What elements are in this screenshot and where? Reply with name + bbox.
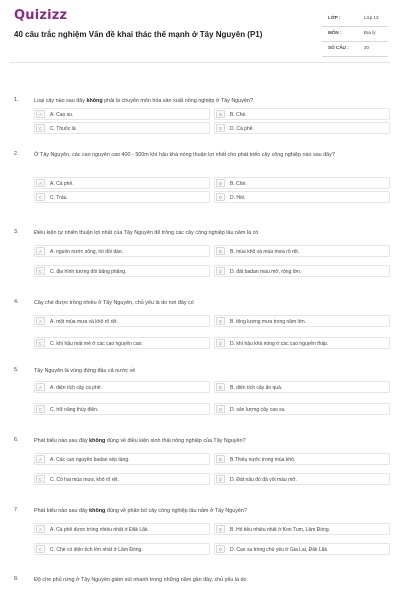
option-text: C. Chè có diện tích lớn nhất ở Lâm Đồng. xyxy=(50,547,143,553)
option-letter-box: B xyxy=(216,110,225,118)
meta-label: MÔN : xyxy=(328,30,342,35)
option-text: C. Trầu. xyxy=(50,195,68,201)
answer-option-d[interactable] xyxy=(214,265,390,277)
option-letter-box: B xyxy=(216,455,225,463)
question-text xyxy=(34,507,384,515)
question-text-part: Điều kiện tự nhiên thuận lợi nhất của Tây Nguyên để trồng các cây công nghiệp lâu năm là có xyxy=(34,230,259,236)
question-number: 2. xyxy=(14,151,19,157)
answer-option-d[interactable] xyxy=(214,337,390,349)
option-letter-box: A xyxy=(36,247,45,255)
option-text: C. Có hai mùa mưa, khô rõ rệt. xyxy=(50,477,119,483)
question-text-part: Phát biểu nào sau đây xyxy=(34,438,90,444)
option-letter-box: D xyxy=(216,193,225,201)
question-text xyxy=(34,576,384,584)
answer-option-c[interactable] xyxy=(34,473,210,485)
answer-option-b[interactable] xyxy=(214,177,390,189)
option-letter-box: D xyxy=(216,405,225,413)
answer-option-d[interactable] xyxy=(214,122,390,134)
meta-row-subject xyxy=(322,27,388,42)
option-letter-box: C xyxy=(36,193,45,201)
question-text-part: phải là chuyên môn hóa sản xuất nông nghiệp ở Tây Nguyên? xyxy=(102,98,253,104)
question-emphasis: không xyxy=(89,508,106,514)
question-text-part: đúng về điều kiện sinh thái nông nghiệp của Tây Nguyên? xyxy=(105,438,246,444)
question-number: 6. xyxy=(14,437,19,443)
option-text: D. Cà phê. xyxy=(230,126,254,132)
meta-label: LỚP : xyxy=(328,15,341,20)
answer-option-d[interactable] xyxy=(214,543,390,555)
answer-option-a[interactable] xyxy=(34,523,210,535)
answer-option-a[interactable] xyxy=(34,177,210,189)
option-letter-box: C xyxy=(36,405,45,413)
question-number: 5. xyxy=(14,367,19,373)
option-text: A. Các cao nguyên badan xếp tầng. xyxy=(50,457,130,463)
option-text: C. khí hậu mát mẻ ở các cao nguyên cao. xyxy=(50,341,143,347)
option-text: D. Cao su trồng chủ yếu ở Gia Lai, Đắk Lắk. xyxy=(230,547,329,553)
answer-option-c[interactable] xyxy=(34,122,210,134)
option-text: A. nguồn nước sông, hồ dồi dào. xyxy=(50,249,124,255)
question-text-part: Độ che phủ rừng ở Tây Nguyên giảm sút nhanh trong những năm gần đây, chủ yếu là do xyxy=(34,577,247,583)
answer-option-b[interactable] xyxy=(214,523,390,535)
answer-option-a[interactable] xyxy=(34,108,210,120)
answer-option-c[interactable] xyxy=(34,191,210,203)
question-number: 7. xyxy=(14,507,19,513)
option-letter-box: A xyxy=(36,525,45,533)
option-letter-box: C xyxy=(36,475,45,483)
option-text: B. mùa khô và mùa mưa rõ rệt. xyxy=(230,249,300,255)
answer-option-b[interactable] xyxy=(214,315,390,327)
answer-option-d[interactable] xyxy=(214,191,390,203)
question-text-part: Cây chè được trồng nhiều ở Tây Nguyên, chủ yếu là do nơi đây có xyxy=(34,300,194,306)
option-text: B.Thiếu nước trong mùa khô. xyxy=(230,457,296,463)
answer-option-c[interactable] xyxy=(34,543,210,555)
question-number: 1. xyxy=(14,97,19,103)
option-letter-box: B xyxy=(216,317,225,325)
option-letter-box: C xyxy=(36,124,45,132)
option-text: A. Cà phê được trồng nhiều nhất ở Đắk Lắk. xyxy=(50,527,149,533)
meta-row-count xyxy=(322,42,388,57)
option-text: D. khí hậu khá nóng ở các cao nguyên thấp. xyxy=(230,341,329,347)
question-number: 8. xyxy=(14,576,19,582)
option-letter-box: D xyxy=(216,475,225,483)
question-text-part: Loại cây nào sau đây xyxy=(34,98,87,104)
option-text: A. Cà phê. xyxy=(50,181,74,187)
header-divider xyxy=(10,62,390,63)
option-text: B. Hồ tiêu nhiều nhất ở Kon Tum, Lâm Đồng. xyxy=(230,527,331,533)
option-letter-box: A xyxy=(36,455,45,463)
question-number: 4. xyxy=(14,299,19,305)
question-text xyxy=(34,299,384,307)
option-letter-box: B xyxy=(216,247,225,255)
question-emphasis: không xyxy=(89,438,106,444)
meta-value: Lớp 12 xyxy=(364,15,379,20)
question-text xyxy=(34,229,384,237)
answer-option-a[interactable] xyxy=(34,245,210,257)
option-text: B. diện tích cây ăn quả. xyxy=(230,385,283,391)
answer-option-c[interactable] xyxy=(34,265,210,277)
question-text-part: Tây Nguyên là vùng đứng đầu cả nước về xyxy=(34,368,136,374)
quiz-title: 40 câu trắc nghiệm Vấn đề khai thác thế mạnh ở Tây Nguyên (P1) xyxy=(14,30,263,39)
question-text xyxy=(34,97,384,105)
answer-option-a[interactable] xyxy=(34,381,210,393)
answer-option-c[interactable] xyxy=(34,403,210,415)
answer-option-b[interactable] xyxy=(214,245,390,257)
option-text: A. diện tích cây cà phê. xyxy=(50,385,102,391)
quiz-meta-table xyxy=(322,12,388,57)
option-letter-box: A xyxy=(36,179,45,187)
option-letter-box: D xyxy=(216,267,225,275)
question-text-part: Phát biểu nào sau đây xyxy=(34,508,90,514)
question-text xyxy=(34,437,384,445)
option-text: D. Hồi. xyxy=(230,195,246,201)
option-letter-box: D xyxy=(216,124,225,132)
meta-value: Địa lý xyxy=(364,30,376,35)
option-letter-box: A xyxy=(36,110,45,118)
option-text: B. Chè. xyxy=(230,112,247,118)
meta-label: SỐ CÂU : xyxy=(328,45,349,50)
question-emphasis: không xyxy=(86,98,103,104)
option-letter-box: B xyxy=(216,525,225,533)
answer-option-c[interactable] xyxy=(34,337,210,349)
question-text xyxy=(34,367,384,375)
option-text: B. Chè. xyxy=(230,181,247,187)
answer-option-d[interactable] xyxy=(214,403,390,415)
answer-option-d[interactable] xyxy=(214,473,390,485)
option-letter-box: D xyxy=(216,339,225,347)
option-text: B. tổng lượng mưa trong năm lớn. xyxy=(230,319,307,325)
answer-option-a[interactable] xyxy=(34,453,210,465)
quizizz-logo: Quizizz xyxy=(14,8,68,23)
question-text-part: đúng về phân bố cây công nghiệp lâu năm ở Tây Nguyên? xyxy=(105,508,247,514)
answer-option-b[interactable] xyxy=(214,108,390,120)
option-letter-box: C xyxy=(36,267,45,275)
option-letter-box: C xyxy=(36,545,45,553)
option-text: D. Đất nâu đỏ đá vôi màu mỡ. xyxy=(230,477,297,483)
meta-row-class xyxy=(322,12,388,27)
option-text: C. trữ năng thủy điện. xyxy=(50,407,99,413)
option-letter-box: A xyxy=(36,383,45,391)
meta-value: 20 xyxy=(364,45,370,50)
option-text: C. địa hình tương đối bằng phẳng. xyxy=(50,269,127,275)
question-text-part: Ở Tây Nguyên, các cao nguyên cao 400 - 500m khí hậu khá nóng thuận lợi nhất cho phát triển cây công nghiệp nào sau đây? xyxy=(34,152,335,158)
answer-option-b[interactable] xyxy=(214,453,390,465)
answer-option-b[interactable] xyxy=(214,381,390,393)
option-letter-box: B xyxy=(216,179,225,187)
option-letter-box: B xyxy=(216,383,225,391)
option-letter-box: C xyxy=(36,339,45,347)
option-text: D. đất badan màu mỡ, rộng lớn. xyxy=(230,269,302,275)
option-letter-box: D xyxy=(216,545,225,553)
question-number: 3. xyxy=(14,229,19,235)
option-letter-box: A xyxy=(36,317,45,325)
question-text xyxy=(34,151,384,159)
answer-option-a[interactable] xyxy=(34,315,210,327)
option-text: C. Thuốc lá. xyxy=(50,126,77,132)
option-text: A. một mùa mưa và khô rõ rệt. xyxy=(50,319,118,325)
option-text: A. Cao su. xyxy=(50,112,74,118)
option-text: D. sản lượng cây cao su. xyxy=(230,407,286,413)
